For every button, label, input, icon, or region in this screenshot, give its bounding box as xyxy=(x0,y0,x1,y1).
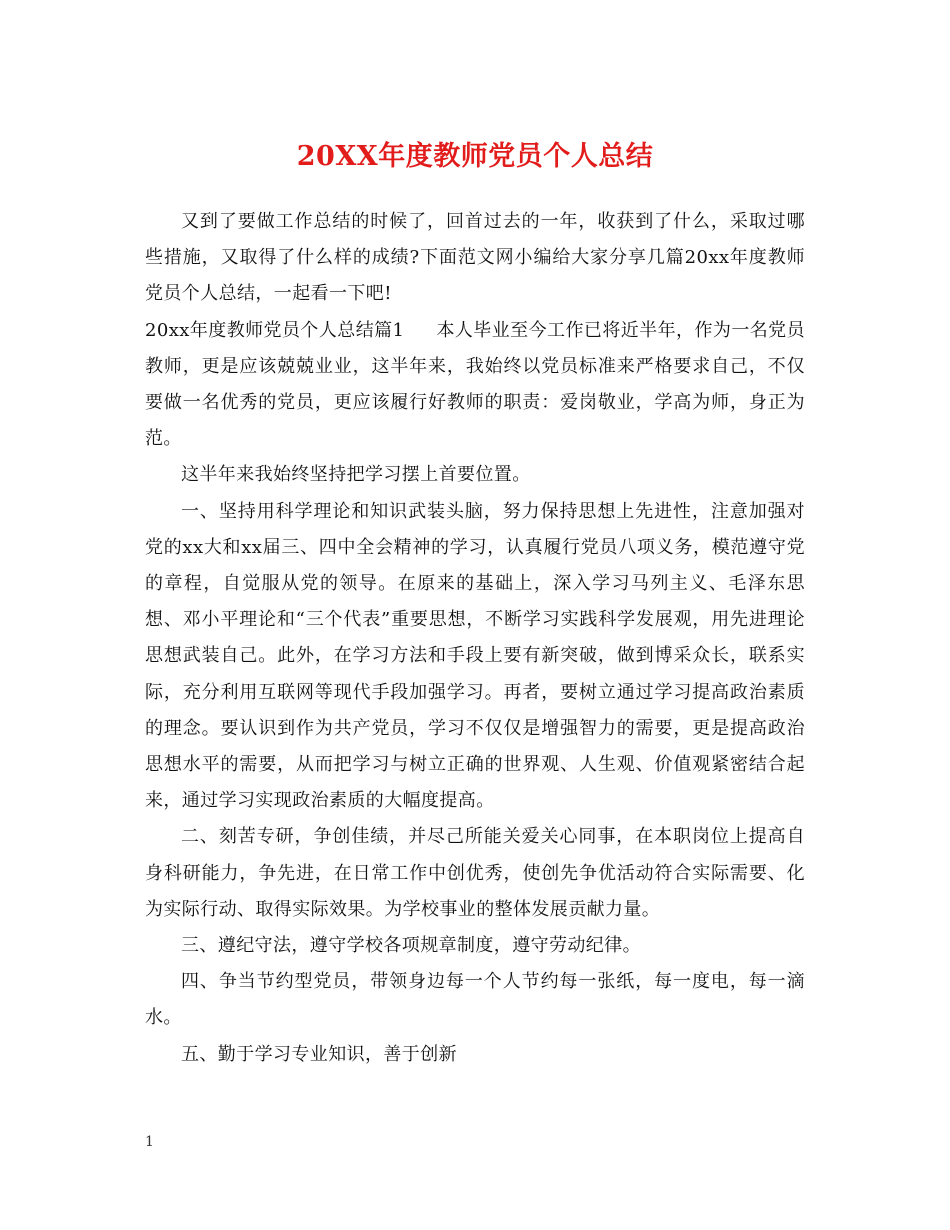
body-paragraph: 五、勤于学习专业知识，善于创新 xyxy=(181,1043,457,1065)
document-body xyxy=(145,204,805,1073)
body-paragraph: 这半年来我始终坚持把学习摆上首要位置。 xyxy=(181,464,531,486)
page-number: 1 xyxy=(145,1134,154,1150)
document-title: 20XX年度教师党员个人总结 xyxy=(296,141,654,172)
intro-paragraph: 又到了要做工作总结的时候了，回首过去的一年，收获到了什么，采取过哪些措施，又取得了什么样的成绩?下面范文网小编给大家分享几篇20xx年度教师党员个人总结，一起看一下吧! xyxy=(145,211,805,305)
article-heading: 20xx年度教师党员个人总结篇1 xyxy=(145,319,405,341)
article-lead: 本人毕业至今工作已将近半年，作为一名党员教师，更是应该兢兢业业，这半年来，我始终以党员标准来严格要求自己，不仅要做一名优秀的党员，更应该履行好教师的职责：爱岗敬业，学高为师，身正为范。 xyxy=(145,319,806,450)
body-paragraph: 三、遵纪守法，遵守学校各项规章制度，遵守劳动纪律。 xyxy=(181,935,641,957)
article-first-paragraph xyxy=(145,313,805,458)
body-paragraph: 二、刻苦专研，争创佳绩，并尽己所能关爱关心同事，在本职岗位上提高自身科研能力，争先进，在日常工作中创优秀，使创先争优活动符合实际需要、化为实际行动、取得实际效果。为学校事业的整体发展贡献力量。 xyxy=(145,826,805,920)
body-paragraph: 一、坚持用科学理论和知识武装头脑，努力保持思想上先进性，注意加强对党的xx大和xx届三、四中全会精神的学习，认真履行党员八项义务，模范遵守党的章程，自觉服从党的领导。在原来的基础上，深入学习马列主义、毛泽东思想、邓小平理论和“三个代表”重要思想，不断学习实践科学发展观，用先进理论思想武装自己。此外，在学习方法和手段上要有新突破，做到博采众长，联系实际，充分利用互联网等现代手段加强学习。再者，要树立通过学习提高政治素质的理念。要认识到作为共产党员，学习不仅仅是增强智力的需要，更是提高政治思想水平的需要，从而把学习与树立正确的世界观、人生观、价值观紧密结合起来，通过学习实现政治素质的大幅度提高。 xyxy=(145,500,805,812)
body-paragraph: 四、争当节约型党员，带领身边每一个人节约每一张纸，每一度电，每一滴水。 xyxy=(145,971,805,1029)
